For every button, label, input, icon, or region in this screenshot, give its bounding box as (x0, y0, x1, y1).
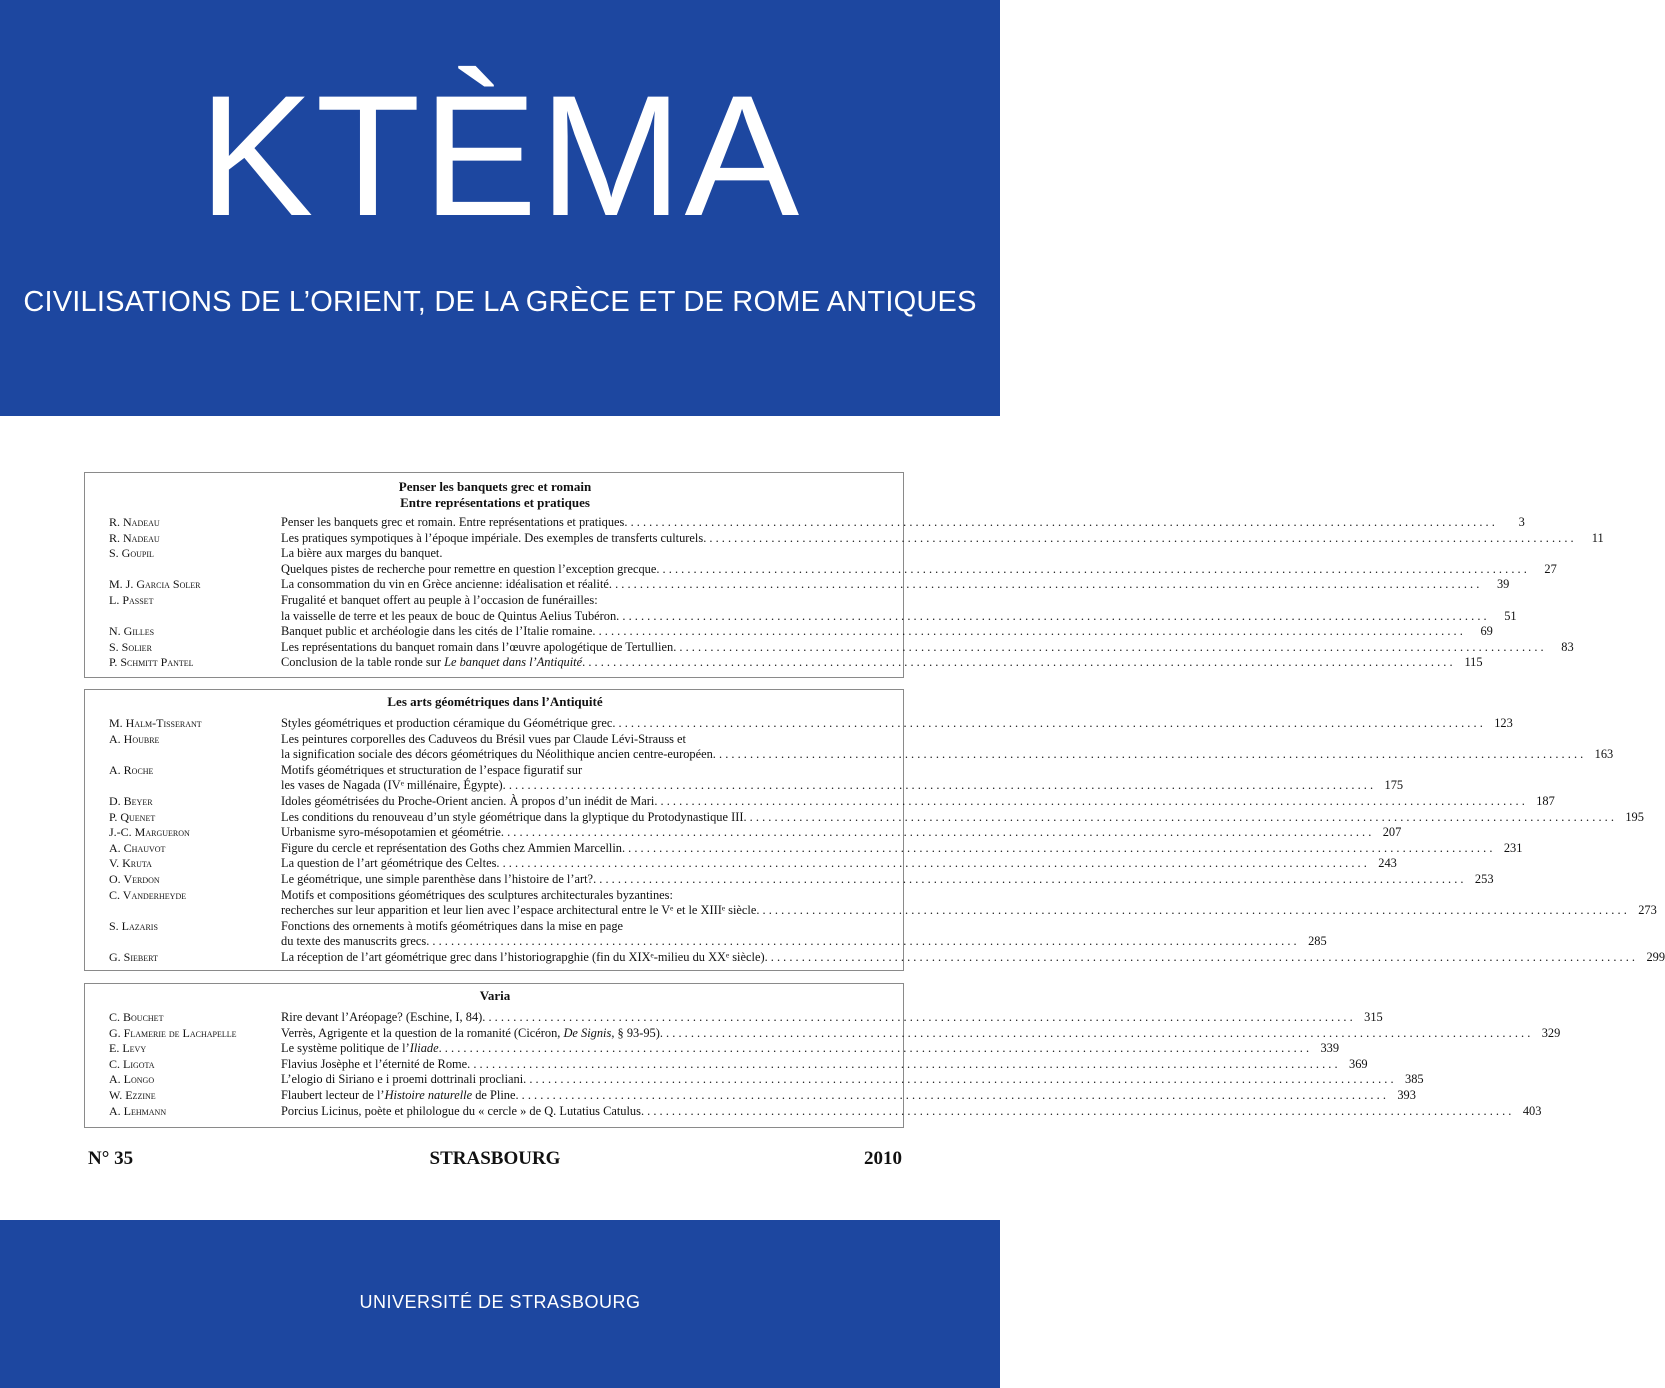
section-title-line: Varia (479, 988, 511, 1003)
entry-page-number: 285 (1308, 934, 1327, 949)
toc-section-banquets (84, 472, 1604, 678)
entry-title-text: Le géométrique, une simple parenthèse dans l’histoire de l’art? (281, 871, 594, 886)
entry-author: V. Kruta (109, 856, 152, 871)
entry-title-text: Les pratiques sympotiques à l’époque impériale. Des exemples de transferts culturels (281, 530, 704, 545)
entry-title-text: les vases de Nagada (IVᵉ millénaire, Égypte) (281, 778, 503, 793)
entry-title-line (281, 903, 1657, 919)
entry-title (281, 731, 1614, 763)
entry-page-number: 163 (1594, 747, 1614, 762)
entry-title-line (281, 763, 881, 779)
entry-title-line (281, 888, 881, 904)
entry-title-text: Les conditions du renouveau d’un style géométrique dans la glyptique du Protodynastique III (281, 809, 744, 824)
entry-author: N. Gilles (109, 624, 155, 639)
issue-number: N° 35 (88, 1148, 134, 1169)
toc-entry (85, 1041, 1340, 1057)
toc-section-varia (84, 983, 1561, 1128)
entry-author: J.-C. Margueron (109, 825, 190, 840)
entry-title (281, 1103, 1542, 1120)
entry-title-line (281, 608, 1517, 625)
leader-dots (656, 562, 1526, 578)
leader-dots (593, 872, 1463, 888)
entry-title (281, 530, 1604, 547)
leader-dots (523, 1072, 1393, 1088)
leader-dots (592, 624, 1462, 640)
entry-title-text: Rire devant l’Aréopage? (Eschine, I, 84) (281, 1010, 483, 1024)
entry-title (281, 887, 1657, 919)
entry-title-text: Idoles géométrisées du Proche-Orient ancien. À propos d’un inédit de Mari (281, 793, 655, 808)
entry-title (281, 809, 1644, 826)
toc-entry (85, 624, 1493, 640)
entry-author: C. Vanderheyde (109, 887, 187, 902)
entry-title-text: Urbanisme syro-mésopotamien et géométrie (281, 825, 501, 840)
toc-entry (85, 1103, 1542, 1120)
leader-dots (439, 1041, 1309, 1057)
entry-author: G. Flamerie de Lachapelle (109, 1025, 237, 1040)
toc-entry (85, 871, 1494, 888)
toc-entry (85, 530, 1604, 547)
entry-title-text: La consommation du vin en Grèce ancienne: idéalisation et réalité (281, 577, 609, 592)
entry-page-number: 329 (1541, 1025, 1561, 1040)
entry-author: A. Chauvot (109, 840, 166, 855)
entry-page-number: 3 (1518, 515, 1525, 529)
toc-entry (85, 809, 1644, 826)
toc-entry (85, 840, 1523, 857)
entry-title (281, 639, 1574, 656)
entry-title-text: Figure du cercle et représentation des Goths chez Ammien Marcellin (281, 840, 622, 855)
entry-title-line (281, 871, 1494, 888)
entry-title (281, 655, 1483, 671)
entry-title-line (281, 515, 1525, 531)
entry-title-text: Quelques pistes de recherche pour remettre en question l’exception grecque (281, 561, 657, 576)
entry-page-number: 403 (1522, 1103, 1542, 1118)
leader-dots (713, 747, 1583, 763)
toc-entry (85, 515, 1525, 531)
entry-page-number: 83 (1561, 639, 1574, 654)
entry-page-number: 11 (1591, 530, 1604, 545)
entry-title-line (281, 624, 1493, 640)
entry-author: O. Verdon (109, 871, 160, 886)
leader-dots (660, 1026, 1530, 1042)
entry-page-number: 273 (1638, 903, 1657, 918)
toc-entry (85, 577, 1510, 593)
entry-title-text: Fonctions des ornements à motifs géométriques dans la mise en page (281, 918, 624, 933)
section-title (85, 694, 905, 710)
publication-year: 2010 (864, 1148, 902, 1169)
entry-title-text: La réception de l’art géométrique grec dans l’historiograpghie (fin du XIXᵉ-milieu du XXᵉ siècle) (281, 949, 765, 964)
entry-author: L. Passet (109, 592, 154, 607)
leader-dots (501, 825, 1371, 841)
toc-entry (85, 716, 1513, 732)
leader-dots (426, 934, 1296, 950)
entry-title-line (281, 1025, 1561, 1042)
leader-dots (622, 841, 1492, 857)
entry-title-text: L’elogio di Siriano e i proemi dottrinali procliani (281, 1072, 524, 1087)
entry-title-line (281, 1041, 1340, 1057)
entry-title-line (281, 840, 1523, 857)
toc-entry (85, 825, 1402, 841)
entry-page-number: 253 (1474, 871, 1494, 886)
cover-bottom-band (0, 1220, 1000, 1388)
entry-title-text: Porcius Licinus, poète et philologue du « cercle » de Q. Lutatius Catulus (281, 1103, 641, 1118)
leader-dots (515, 1088, 1385, 1104)
publication-city: STRASBOURG (429, 1148, 561, 1169)
journal-subtitle: CIVILISATIONS DE L’ORIENT, DE LA GRÈCE ET DE ROME ANTIQUES (23, 286, 977, 318)
entry-title-text: La bière aux marges du banquet. (281, 546, 443, 561)
entry-title-line (281, 546, 881, 562)
toc-entry (85, 762, 1404, 794)
entry-title (281, 1010, 1383, 1026)
entry-title-text: Styles géométriques et production céramique du Géométrique grec (281, 716, 613, 730)
entry-title-text: Verrès, Agrigente et la question de la romanité (Cicéron, De Signis, § 93-95) (281, 1025, 660, 1040)
entry-title-line (281, 1103, 1542, 1120)
entry-title (281, 716, 1513, 732)
toc-entry (85, 1087, 1416, 1104)
entry-page-number: 123 (1494, 716, 1513, 730)
toc-entry-list (85, 716, 1665, 966)
toc-entry (85, 1025, 1561, 1042)
toc-entry (85, 887, 1657, 919)
entry-title (281, 1041, 1340, 1057)
entry-title-text: recherches sur leur apparition et leur lien avec l’espace architectural entre le Vᵉ et le XIIIᵉ siècle (281, 903, 757, 918)
entry-title-text: Banquet public et archéologie dans les cités de l’Italie romaine (281, 624, 593, 639)
entry-title (281, 1056, 1368, 1073)
leader-dots (616, 609, 1486, 625)
entry-title (281, 949, 1665, 966)
toc-entry (85, 1072, 1424, 1088)
entry-page-number: 27 (1544, 561, 1557, 576)
section-title-line: Penser les banquets grec et romain (398, 479, 592, 494)
entry-title-line (281, 809, 1644, 826)
leader-dots (582, 655, 1452, 671)
entry-title-text: Les peintures corporelles des Caduveos du Brésil vues par Claude Lévi-Strauss et (281, 731, 687, 746)
entry-title (281, 546, 1557, 577)
entry-page-number: 393 (1397, 1087, 1416, 1102)
toc-entry (85, 546, 1557, 577)
entry-title-text: Motifs géométriques et structuration de l’espace figuratif sur (281, 762, 583, 777)
entry-title-line (281, 919, 881, 935)
entry-author: M. Halm-Tisserant (109, 716, 202, 730)
toc-entry (85, 592, 1517, 624)
toc-entry (85, 949, 1665, 966)
entry-title-line (281, 747, 1614, 763)
entry-author: P. Quenet (109, 809, 156, 824)
entry-page-number: 385 (1405, 1072, 1424, 1087)
entry-page-number: 369 (1349, 1056, 1368, 1071)
entry-title-line (281, 716, 1513, 732)
entry-author: G. Siebert (109, 949, 158, 964)
toc-entry (85, 856, 1397, 872)
publisher-name: UNIVERSITÉ DE STRASBOURG (359, 1292, 641, 1312)
toc-entry (85, 655, 1483, 671)
entry-title-line (281, 778, 1404, 794)
entry-author: A. Longo (109, 1072, 155, 1087)
toc-section-arts-geometriques (84, 689, 1665, 971)
entry-title-line (281, 949, 1665, 966)
entry-page-number: 187 (1536, 793, 1555, 808)
entry-title-line (281, 593, 881, 609)
entry-title-line (281, 934, 1327, 950)
entry-title-line (281, 577, 1510, 593)
entry-title-line (281, 856, 1397, 872)
entry-title-line (281, 1087, 1416, 1104)
entry-page-number: 51 (1504, 608, 1517, 623)
leader-dots (612, 716, 1482, 732)
section-title-line: Les arts géométriques dans l’Antiquité (387, 694, 603, 709)
entry-title-line (281, 1056, 1368, 1073)
entry-title-line (281, 1010, 1383, 1026)
entry-page-number: 339 (1320, 1041, 1340, 1056)
entry-page-number: 243 (1378, 856, 1397, 871)
entry-author: C. Bouchet (109, 1010, 164, 1024)
entry-title-line (281, 732, 881, 748)
journal-title: KTÈMA (198, 60, 802, 252)
leader-dots (756, 903, 1626, 919)
entry-author: R. Nadeau (109, 530, 160, 545)
leader-dots (467, 1057, 1337, 1073)
leader-dots (743, 810, 1613, 826)
entry-title (281, 624, 1493, 640)
toc-entry (85, 639, 1574, 656)
entry-title-text: Flavius Josèphe et l’éternité de Rome (281, 1056, 468, 1071)
entry-author: A. Roche (109, 762, 154, 777)
entry-title-text: Le système politique de l’Iliade (281, 1041, 439, 1056)
entry-title (281, 1025, 1561, 1042)
entry-title-line (281, 561, 1557, 578)
entry-author: R. Nadeau (109, 515, 160, 529)
toc-entry (85, 1056, 1368, 1073)
leader-dots (609, 577, 1479, 593)
entry-title-text: la signification sociale des décors géométriques du Néolithique ancien centre-européen (281, 747, 713, 762)
toc-entry (85, 793, 1555, 810)
entry-title-text: Les représentations du banquet romain dans l’œuvre apologétique de Tertullien (281, 639, 674, 654)
entry-page-number: 115 (1464, 655, 1483, 670)
entry-title-text: Penser les banquets grec et romain. Entre représentations et pratiques (281, 515, 625, 529)
entry-title-line (281, 1072, 1424, 1088)
entry-title-text: Frugalité et banquet offert au peuple à l’occasion de funérailles: (281, 592, 598, 607)
entry-author: E. Levy (109, 1041, 147, 1056)
entry-title-text: du texte des manuscrits grecs (281, 934, 427, 949)
entry-title-line (281, 825, 1402, 841)
toc-entry (85, 918, 1327, 950)
entry-page-number: 299 (1646, 949, 1665, 964)
entry-page-number: 39 (1496, 577, 1510, 592)
entry-title-text: La question de l’art géométrique des Celtes (281, 856, 497, 871)
cover-top-band (0, 0, 1000, 416)
section-title (85, 988, 905, 1004)
toc-entry-list (85, 1010, 1561, 1119)
leader-dots (654, 794, 1524, 810)
entry-title (281, 825, 1402, 841)
entry-title-text: Flaubert lecteur de l’Histoire naturelle de Pline (281, 1087, 516, 1102)
entry-title-text: Motifs et compositions géométriques des sculptures architecturales byzantines: (281, 887, 673, 902)
leader-dots (503, 778, 1373, 794)
entry-title (281, 1087, 1416, 1104)
entry-title (281, 515, 1525, 531)
entry-title (281, 918, 1327, 950)
entry-title-line (281, 530, 1604, 547)
entry-page-number: 231 (1503, 840, 1523, 855)
leader-dots (765, 950, 1635, 966)
entry-author: A. Lehmann (109, 1103, 167, 1118)
entry-title (281, 871, 1494, 888)
entry-title-text: Conclusion de la table ronde sur Le banquet dans l’Antiquité (281, 655, 583, 670)
leader-dots (673, 640, 1543, 656)
entry-author: M. J. Garcia Soler (109, 577, 201, 592)
entry-author: A. Houbre (109, 731, 160, 746)
entry-title (281, 840, 1523, 857)
toc-entry-list (85, 515, 1604, 671)
entry-author: S. Solier (109, 639, 152, 654)
entry-title (281, 592, 1517, 624)
entry-page-number: 207 (1382, 825, 1402, 840)
section-title-line: Entre représentations et pratiques (400, 494, 590, 510)
entry-title-line (281, 793, 1555, 810)
leader-dots (496, 856, 1366, 872)
entry-author: S. Lazaris (109, 918, 158, 933)
toc-entry (85, 1010, 1383, 1026)
leader-dots (624, 515, 1494, 531)
entry-title (281, 577, 1510, 593)
leader-dots (703, 531, 1573, 547)
entry-author: W. Ezzine (109, 1087, 156, 1102)
entry-author: S. Goupil (109, 546, 154, 561)
entry-page-number: 69 (1480, 624, 1493, 639)
entry-author: P. Schmitt Pantel (109, 655, 194, 670)
entry-page-number: 195 (1625, 809, 1644, 824)
entry-title (281, 762, 1404, 794)
entry-title (281, 1072, 1424, 1088)
leader-dots (641, 1104, 1511, 1120)
entry-title-line (281, 655, 1483, 671)
entry-author: C. Ligota (109, 1056, 155, 1071)
entry-title (281, 856, 1397, 872)
entry-title-text: la vaisselle de terre et les peaux de bouc de Quintus Aelius Tubéron (281, 608, 617, 623)
leader-dots (482, 1010, 1352, 1026)
entry-page-number: 315 (1364, 1010, 1383, 1024)
toc-entry (85, 731, 1614, 763)
entry-title (281, 793, 1555, 810)
entry-page-number: 175 (1384, 778, 1404, 793)
section-title (85, 479, 905, 510)
entry-author: D. Beyer (109, 793, 153, 808)
entry-title-line (281, 639, 1574, 656)
